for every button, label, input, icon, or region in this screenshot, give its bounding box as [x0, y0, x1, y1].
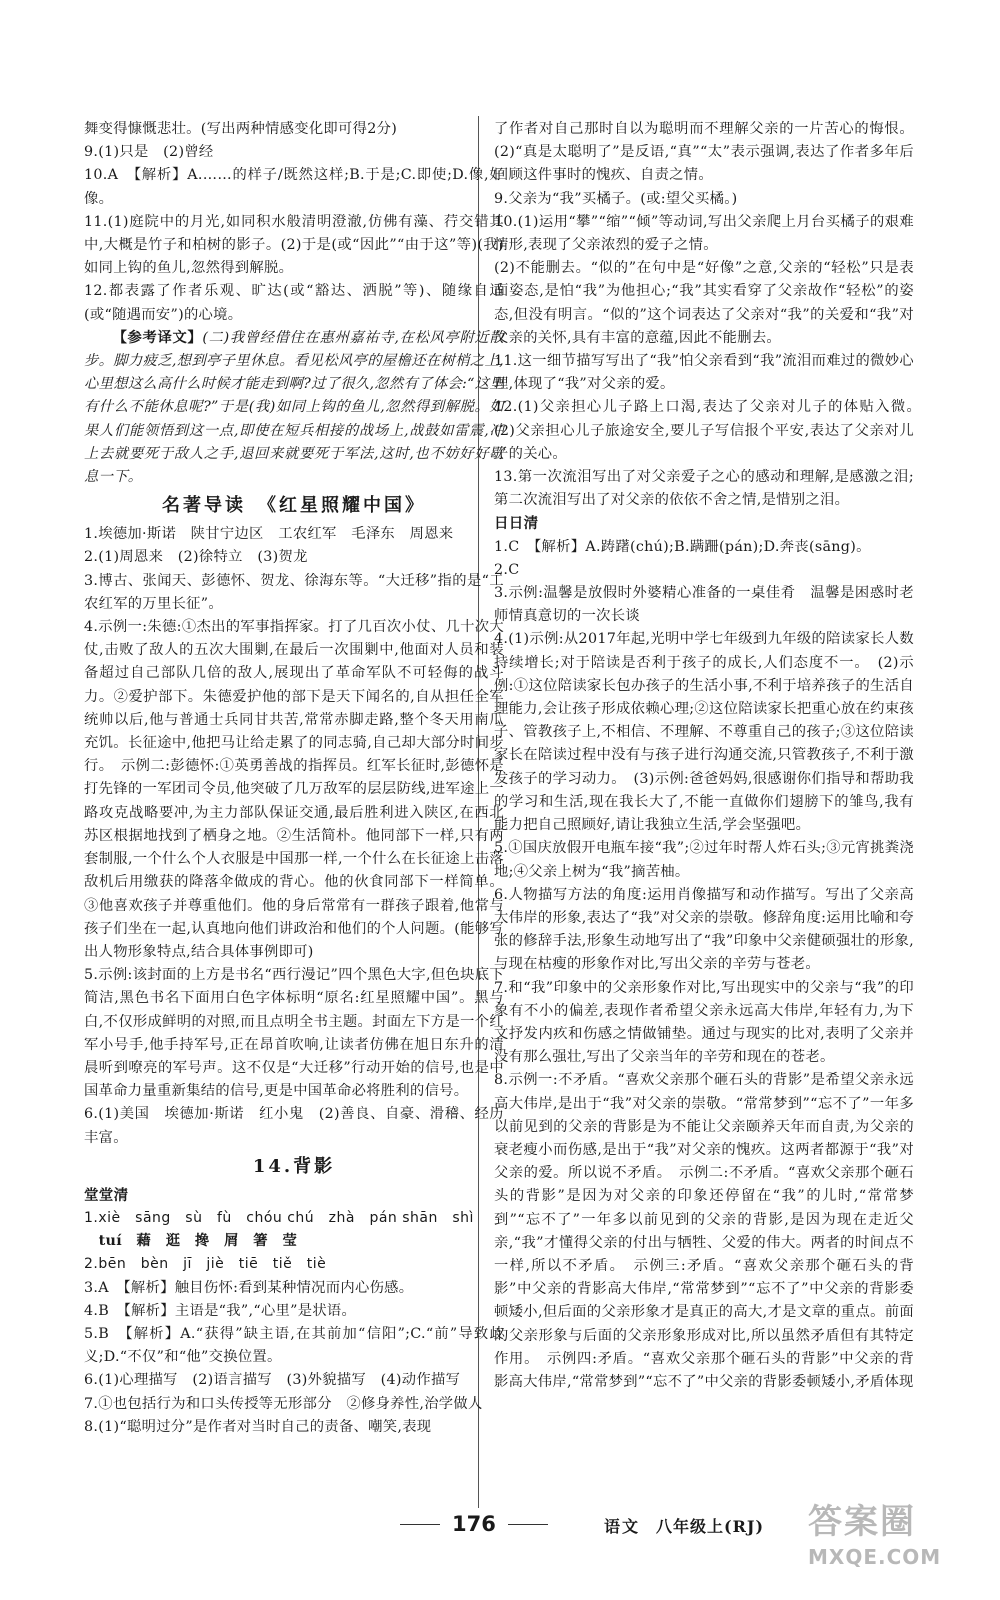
- answer-line: 10.(1)运用“攀”“缩”“倾”等动词,写出父亲爬上月台买橘子的艰难情形,表现了父亲浓烈的爱子之情。: [494, 213, 914, 254]
- right-column: [494, 118, 929, 1394]
- answer-line: 1.C 【解析】A.踌躇(chú);B.蹒跚(pán);D.奔丧(sāng)。: [494, 538, 871, 555]
- answer-line: 6.(1)心理描写 (2)语言描写 (3)外貌描写 (4)动作描写: [84, 1372, 461, 1389]
- answer-line: (2)不能删去。“似的”在句中是“好像”之意,父亲的“轻松”只是表面姿态,是怕“我”为他担心;“我”其实看穿了父亲故作“轻松”的姿态,但没有明言。“似的”这个词表达了父亲对“我”的关爱和“我”对父亲的关怀,具有丰富的意蕴,因此不能删去。: [494, 260, 914, 346]
- subheading-daily-practice: 日日清: [494, 515, 539, 533]
- answer-line: 4.(1)示例:从2017年起,光明中学七年级到九年级的陪读家长人数持续增长;对于陪读是否利于孩子的成长,人们态度不一。 (2)示例:①这位陪读家长包办孩子的生活小事,不利于培养孩子的生活自理能力,会让孩子形成依赖心理;②这位陪读家长把重心放在约束孩子、管教孩子上,不相信、不理解、不尊重自己的孩子;③这位陪读家长在陪读过程中没有与孩子进行沟通交流,只管教孩子,不利于激发孩子的学习动力。 (3)示例:爸爸妈妈,很感谢你们指导和帮助我的学习和生活,现在我长大了,不能一直做你们翅膀下的雏鸟,我有能力把自己照顾好,请让我独立生活,学会坚强吧。: [494, 631, 914, 834]
- answer-line: 3.示例:温馨是放假时外婆精心准备的一桌佳肴 温馨是困惑时老师情真意切的一次长谈: [494, 585, 914, 625]
- answer-line: 10.A 【解析】A.……的样子/既然这样;B.于是;C.即使;D.像,好像。: [84, 167, 504, 207]
- footer-dash-left: [400, 1524, 440, 1525]
- answer-line: 11.这一细节描写写出了“我”怕父亲看到“我”流泪而难过的微妙心理,体现了“我”对父亲的爱。: [494, 353, 914, 393]
- watermark-cn: 答案圈: [808, 1502, 916, 1542]
- watermark-logo: [808, 1494, 980, 1590]
- answer-line: 6.人物描写方法的角度:运用肖像描写和动作描写。写出了父亲高大伟岸的形象,表达了“我”对父亲的崇敬。修辞角度:运用比喻和夸张的修辞手法,形象生动地写出了“我”印象中父亲健硕强壮的形象,与现在枯瘦的形象作对比,写出父亲的辛劳与苍老。: [494, 886, 914, 973]
- answer-line: 5.示例:该封面的上方是书名“西行漫记”四个黑色大字,但色块底下简洁,黑色书名下面用白色字体标明“原名:红星照耀中国”。黑与白,不仅形成鲜明的对照,而且点明全书主题。封面左下方是一个红军小号手,他手持军号,正在昂首吹响,让读者仿佛在旭日东升的清晨听到嘹亮的军号声。这不仅是“大迁移”行动开始的信号,也是中国革命力量重新集结的信号,更是中国革命必将胜利的信号。: [84, 967, 504, 1100]
- answer-line: 7.和“我”印象中的父亲形象作对比,写出现实中的父亲与“我”的印象有不小的偏差,表现作者希望父亲永远高大伟岸,年轻有力,为下文抒发内疚和伤感之情做铺垫。通过与现实的比对,表明了父亲并没有那么强壮,写出了父亲当年的辛劳和现在的苍老。: [494, 979, 914, 1066]
- answer-line: 6.(1)美国 埃德加·斯诺 红小鬼 (2)善良、自豪、滑稽、经历丰富。: [84, 1106, 504, 1146]
- answer-line: 8.示例一:不矛盾。“喜欢父亲那个砸石头的背影”是希望父亲永远高大伟岸,是出于“我”对父亲的崇敬。“常常梦到”“忘不了”一年多以前见到的父亲的背影是为不能让父亲颐养天年而自责,为父亲的衰老瘦小而伤感,是出于“我”对父亲的愧疚。这两者都源于“我”对父亲的爱。所以说不矛盾。 示例二:不矛盾。“喜欢父亲那个砸石头的背影”是因为对父亲的印象还停留在“我”的儿时,“常常梦到”“忘不了”一年多以前见到的父亲的背影,是因为现在走近父亲,“我”才懂得父亲的付出与牺牲、父爱的伟大。两者的时间点不一样,所以不矛盾。 示例三:矛盾。“喜欢父亲那个砸石头的背影”中父亲的背影高大伟岸,“常常梦到”“忘不了”中父亲的背影委顿矮小,但后面的父亲形象才是真正的高大,才是文章的重点。前面的父亲形象与后面的父亲形象形成对比,所以虽然矛盾但有其特定作用。 示例四:矛盾。“喜欢父亲那个砸石头的背影”中父亲的背影高大伟岸,“常常梦到”“忘不了”中父亲的背影委顿矮小,矛盾体现: [494, 1072, 914, 1390]
- answer-line: 舞变得慷慨悲壮。(写出两种情感变化即可得2分): [84, 121, 398, 137]
- answer-line: 13.第一次流泪写出了对父亲爱子之心的感动和理解,是感激之泪;第二次流泪写出了对父亲的依依不舍之情,是惜别之泪。: [494, 469, 914, 509]
- pinyin-line: 2.bēn bèn jī jiè tiē tiě tiè: [84, 1256, 327, 1273]
- answer-line: 3.A 【解析】触目伤怀:看到某种情况而内心伤感。: [84, 1279, 414, 1296]
- reference-label: 【参考译文】: [112, 329, 203, 346]
- section-heading-classic-reading: 名著导读 《红星照耀中国》: [162, 495, 426, 517]
- pinyin-line: 1.xiè sāng sù fù chóu chú zhà pán shān shì: [84, 1209, 474, 1226]
- answer-line: 12.(1)父亲担心儿子路上口渴,表达了父亲对儿子的体贴入微。 (2)父亲担心儿子旅途安全,要儿子写信报个平安,表达了父亲对儿子的关心。: [494, 399, 929, 462]
- answer-line: 了作者对自己那时自以为聪明而不理解父亲的一片苦心的悔恨。(2)“真是太聪明了”是反语,“真”“太”表示强调,表达了作者多年后回顾这件事时的愧疚、自责之情。: [494, 121, 914, 184]
- answer-line: 1.埃德加·斯诺 陕甘宁边区 工农红军 毛泽东 周恩来: [84, 526, 454, 543]
- answer-line: 4.B 【解析】主语是“我”,“心里”是状语。: [84, 1302, 357, 1319]
- pinyin-chars-line: tuí 藉 逛 搀 屑 箸 莹: [84, 1233, 298, 1250]
- answer-line: 12.都表露了作者乐观、旷达(或“豁达、洒脱”等)、随缘自适(或“随遇而安”)的心境。: [84, 283, 504, 323]
- reference-translation: [84, 327, 504, 489]
- answer-line: 3.博古、张闻天、彭德怀、贺龙、徐海东等。“大迁移”指的是“工农红军的万里长征”。: [84, 572, 504, 612]
- answer-line: 5.①国庆放假开电瓶车接“我”;②过年时帮人炸石头;③元宵挑粪浇地;④父亲上树为“我”摘苦柚。: [494, 840, 914, 880]
- answer-line: 11.(1)庭院中的月光,如同积水般清明澄澈,仿佛有藻、荇交错其中,大概是竹子和柏树的影子。(2)于是(或“因此”“由于这”等)(我)如同上钩的鱼儿,忽然得到解脱。: [84, 213, 504, 277]
- answer-line: 8.(1)“聪明过分”是作者对当时自己的责备、嘲笑,表现: [84, 1418, 432, 1435]
- answer-line: 4.示例一:朱德:①杰出的军事指挥家。打了几百次小仗、几十次大仗,击败了敌人的五次大围剿,在最后一次围剿中,他面对人员和装备超过自己部队几倍的敌人,展现出了革命军队不可轻侮的战斗力。②爱护部下。朱德爱护他的部下是天下闻名的,自从担任全军统帅以后,他与普通士兵同甘共苦,常常赤脚走路,整个冬天用南瓜充饥。长征途中,他把马让给走累了的同志骑,自己却大部分时间步行。 示例二:彭德怀:①英勇善战的指挥员。红军长征时,彭德怀是打先锋的一军团司令员,他突破了几万敌军的层层防线,进军途上一路攻克战略要冲,为主力部队保证交通,最后胜利进入陕区,在西北苏区根据地找到了栖身之地。②生活简朴。他同部下一样,只有两套制服,一个什么个人衣服是中国那一样,一个什么在长征途上击落敌机后用缴获的降落伞做成的背心。他的伙食同部下一样简单。③他喜欢孩子并尊重他们。他的身后常常有一群孩子跟着,他常与孩子们坐在一起,认真地向他们讲政治和他们的个人问题。(能够写出人物形象特点,结合具体事例即可): [84, 619, 504, 960]
- watermark-en: MXQE.COM: [808, 1545, 942, 1569]
- page-number: 176: [452, 1512, 496, 1536]
- left-column: [84, 118, 504, 1439]
- answer-line: 5.B 【解析】A.“获得”缺主语,在其前加“信阳”;C.“前”导致歧义;D.“不仅”和“他”交换位置。: [84, 1325, 504, 1366]
- answer-line: 2.C: [494, 561, 520, 578]
- section-heading-lesson-14: 14.背影: [252, 1155, 336, 1177]
- reference-text: (二)我曾经借住在惠州嘉祐寺,在松风亭附近散步。脚力疲乏,想到亭子里休息。看见松风亭的屋檐还在树梢之上,心里想这么高什么时候才能走到啊?过了很久,忽然有了体会:“这里有什么不能休息呢?”于是(我)如同上钩的鱼儿,忽然得到解脱。如果人们能领悟到这一点,即使在短兵相接的战场上,战鼓如雷震,冲上去就要死于敌人之手,退回来就要死于军法,这时,也不妨好好歇息一下。: [84, 329, 504, 486]
- answer-line: 9.(1)只是 (2)曾经: [84, 144, 214, 161]
- footer-grade: 八年级上(RJ): [656, 1517, 765, 1536]
- answer-line: 7.①也包括行为和口头传授等无形部分 ②修身养性,治学做人: [84, 1395, 483, 1412]
- answer-line: 2.(1)周恩来 (2)徐特立 (3)贺龙: [84, 549, 308, 566]
- footer-subject: 语文: [604, 1517, 641, 1536]
- answer-line: 9.父亲为“我”买橘子。(或:望父买橘。): [494, 190, 738, 207]
- footer-dash-right: [508, 1524, 548, 1525]
- subheading-class-practice: 堂堂清: [84, 1186, 129, 1204]
